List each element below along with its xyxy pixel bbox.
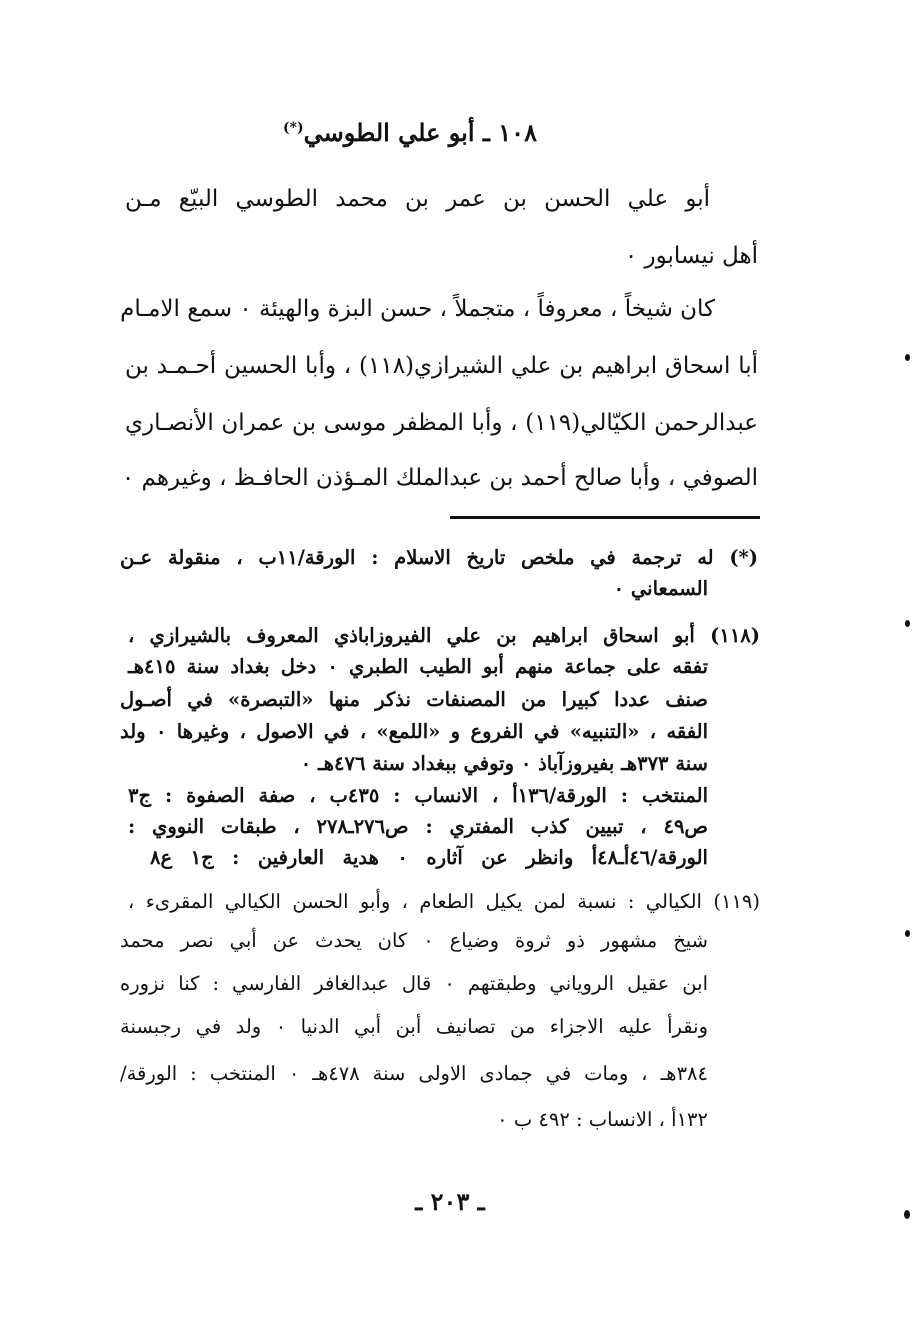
footnote-line: شيخ مشهور ذو ثروة وضياع ٠ كان يحدث عن أبي نصر محمد bbox=[120, 929, 708, 952]
scan-mark bbox=[905, 354, 910, 361]
body-line: أبا اسحاق ابراهيم بن علي الشيرازي(١١٨) ، وأبا الحسين أحـمـد بن bbox=[125, 353, 758, 379]
footnote-line: سنة ٣٧٣هـ بفيروزآباذ ٠ وتوفي ببغداد سنة ٤٧٦هـ ٠ bbox=[300, 752, 708, 775]
body-line: أبو علي الحسن بن عمر بن محمد الطوسي البيّع مـن bbox=[125, 186, 710, 212]
footnote-line: (*) له ترجمة في ملخص تاريخ الاسلام : الورقة/١١ب ، منقولة عـن bbox=[120, 546, 758, 569]
footnote-line: الفقه ، «التنبيه» في الفروع و «اللمع» ، في الاصول ، وغيرها ٠ ولد bbox=[120, 720, 708, 743]
scan-mark bbox=[905, 620, 910, 627]
body-line: عبدالرحمن الكيّالي(١١٩) ، وأبا المظفر موسى بن عمران الأنصـاري bbox=[125, 410, 759, 436]
body-line: أهل نيسابور ٠ bbox=[624, 243, 758, 269]
footnote-line: السمعاني ٠ bbox=[613, 577, 708, 600]
footnote-line: ص٤٩ ، تبيين كذب المفتري : ص٢٧٦ـ٢٧٨ ، طبقات النووي : bbox=[128, 815, 708, 838]
footnote-line: تفقه على جماعة منهم أبو الطيب الطبري ٠ دخل بغداد سنة ٤١٥هـ bbox=[128, 655, 708, 678]
scan-mark bbox=[905, 930, 910, 937]
body-line: الصوفي ، وأبا صالح أحمد بن عبدالملك المـؤذن الحافـظ ، وغيرهم ٠ bbox=[121, 465, 758, 491]
footnote-line: ٣٨٤هـ ، ومات في جمادى الاولى سنة ٤٧٨هـ ٠ المنتخب : الورقة/ bbox=[120, 1062, 708, 1085]
footnote-separator bbox=[450, 516, 760, 519]
footnote-line: ١٣٢أ ، الانساب : ٤٩٢ ب ٠ bbox=[497, 1108, 708, 1131]
footnote-line: (١١٨) أبو اسحاق ابراهيم بن علي الفيروزاباذي المعروف بالشيرازي ، bbox=[128, 624, 760, 647]
footnote-line: صنف عددا كبيرا من المصنفات نذكر منها «التبصرة» في أصـول bbox=[120, 688, 708, 711]
page-number: ـ ٢٠٣ ـ bbox=[415, 1187, 485, 1216]
footnote-line: ابن عقيل الروياني وطبقتهم ٠ قال عبدالغافر الفارسي : كنا نزوره bbox=[120, 972, 708, 995]
scan-mark bbox=[904, 1210, 910, 1219]
body-line: كان شيخاً ، معروفاً ، متجملاً ، حسن البزة والهيئة ٠ سمع الامـام bbox=[120, 296, 715, 322]
entry-heading bbox=[250, 118, 570, 147]
footnote-marker: (*) bbox=[283, 120, 304, 136]
footnote-line: المنتخب : الورقة/١٣٦أ ، الانساب : ٤٣٥ب ، صفة الصفوة : ج٣ bbox=[128, 784, 708, 807]
footnote-line: الورقة/٤٦أـ٤٨أ وانظر عن آثاره ٠ هدية العارفين : ج١ ع٨ bbox=[150, 846, 708, 869]
footnote-line: ونقرأ عليه الاجزاء من تصانيف أبن أبي الدنيا ٠ ولد في رجبسنة bbox=[120, 1015, 708, 1038]
footnote-line: (١١٩) الكيالي : نسبة لمن يكيل الطعام ، وأبو الحسن الكيالي المقرىء ، bbox=[128, 890, 760, 913]
entry-heading-text: ١٠٨ ـ أبو علي الطوسي bbox=[303, 118, 537, 147]
